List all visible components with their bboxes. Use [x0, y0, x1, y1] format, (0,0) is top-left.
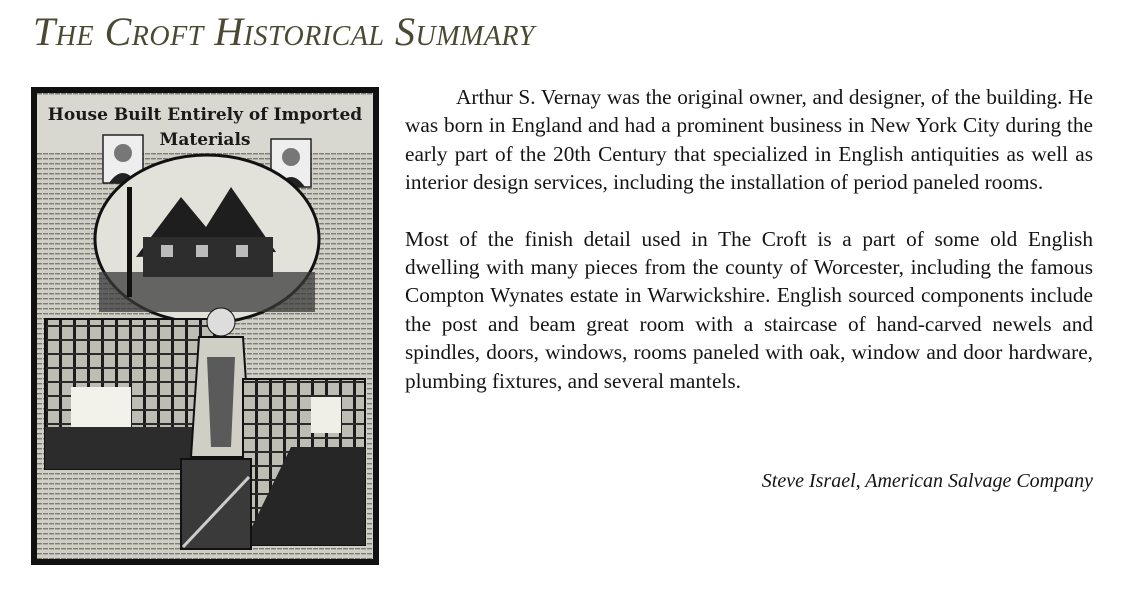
interior-photo-right — [243, 379, 365, 545]
summary-paragraph-1: Arthur S. Vernay was the original owner, and designer, of the building. He was born in England and had a prominent business in New York City during the early part of the 20th Century that specialized in English antiquities as well as interior design services, including the installation of period paneled rooms. — [405, 85, 1093, 195]
clipping-headline-2: Materials — [159, 130, 251, 150]
attribution: Steve Israel, American Salvage Company — [761, 470, 1093, 492]
summary-text — [405, 83, 1093, 395]
interior-photo-left — [45, 319, 215, 469]
newspaper-clipping-image — [31, 87, 379, 565]
newspaper-clipping-graphic — [31, 87, 379, 565]
page-title: The Croft Historical Summary — [33, 9, 535, 54]
house-vignette — [95, 155, 319, 323]
staircase-photo — [181, 459, 251, 549]
clipping-headline-1: House Built Entirely of Imported — [47, 105, 363, 125]
summary-paragraph-2: Most of the finish detail used in The Croft is a part of some old English dwelling with many pieces from the county of Worcester, including the famous Compton Wynates estate in Warwickshire. English sourced components include the post and beam great room with a staircase of hand-carved newels and spindles, doors, windows, rooms paneled with oak, window and door hardware, plumbing fixtures, and several mantels. — [405, 226, 1093, 393]
